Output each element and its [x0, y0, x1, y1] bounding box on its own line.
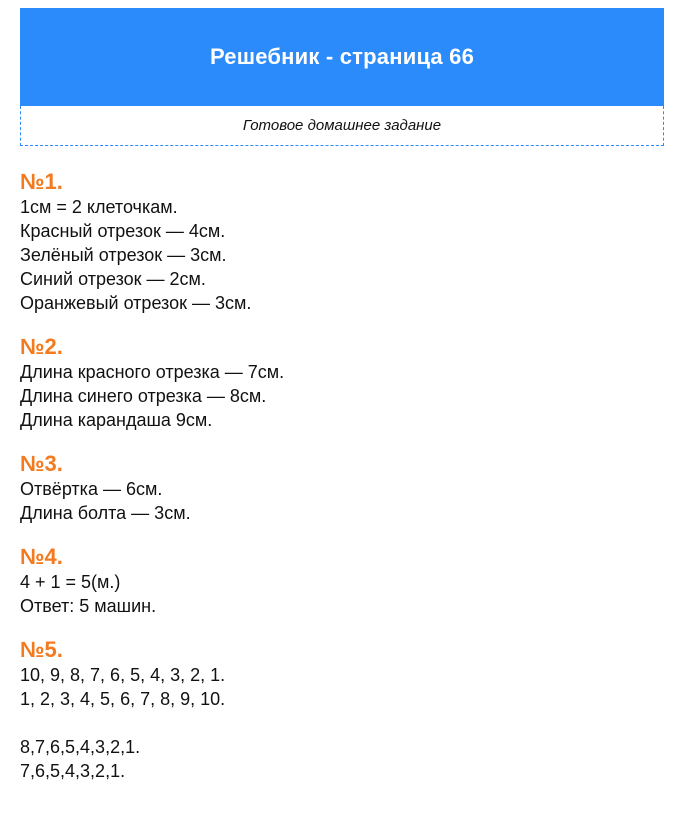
task-5 — [20, 638, 660, 783]
task-1 — [20, 170, 660, 315]
page-subtitle-box — [20, 106, 664, 146]
task-line: Длина болта — 3см. — [20, 503, 191, 523]
task-title: №4. — [20, 544, 63, 569]
task-line: Длина красного отрезка — 7см. — [20, 362, 285, 382]
task-title: №5. — [20, 637, 63, 662]
task-title: №1. — [20, 169, 63, 194]
solutions-content — [20, 170, 660, 803]
task-line: 1см = 2 клеточкам. — [20, 197, 178, 217]
task-line: Оранжевый отрезок — 3см. — [20, 293, 252, 313]
task-line: 8,7,6,5,4,3,2,1. — [20, 737, 141, 757]
task-line: Ответ: 5 машин. — [20, 596, 157, 616]
task-line: Синий отрезок — 2см. — [20, 269, 206, 289]
task-line: 1, 2, 3, 4, 5, 6, 7, 8, 9, 10. — [20, 689, 226, 709]
line-gap — [20, 711, 660, 735]
task-3 — [20, 452, 660, 525]
task-title: №2. — [20, 334, 63, 359]
task-line: 10, 9, 8, 7, 6, 5, 4, 3, 2, 1. — [20, 665, 226, 685]
task-line: Длина карандаша 9см. — [20, 410, 213, 430]
task-line: Зелёный отрезок — 3см. — [20, 245, 227, 265]
task-line: Отвёртка — 6см. — [20, 479, 163, 499]
page-title: Решебник - страница 66 — [209, 44, 475, 69]
page-subtitle: Готовое домашнее задание — [242, 117, 442, 134]
task-line: Красный отрезок — 4см. — [20, 221, 226, 241]
task-line: 4 + 1 = 5(м.) — [20, 572, 121, 592]
task-2 — [20, 335, 660, 432]
page-header — [20, 8, 664, 106]
task-line: Длина синего отрезка — 8см. — [20, 386, 267, 406]
task-title: №3. — [20, 451, 63, 476]
task-4 — [20, 545, 660, 618]
task-line: 7,6,5,4,3,2,1. — [20, 761, 126, 781]
